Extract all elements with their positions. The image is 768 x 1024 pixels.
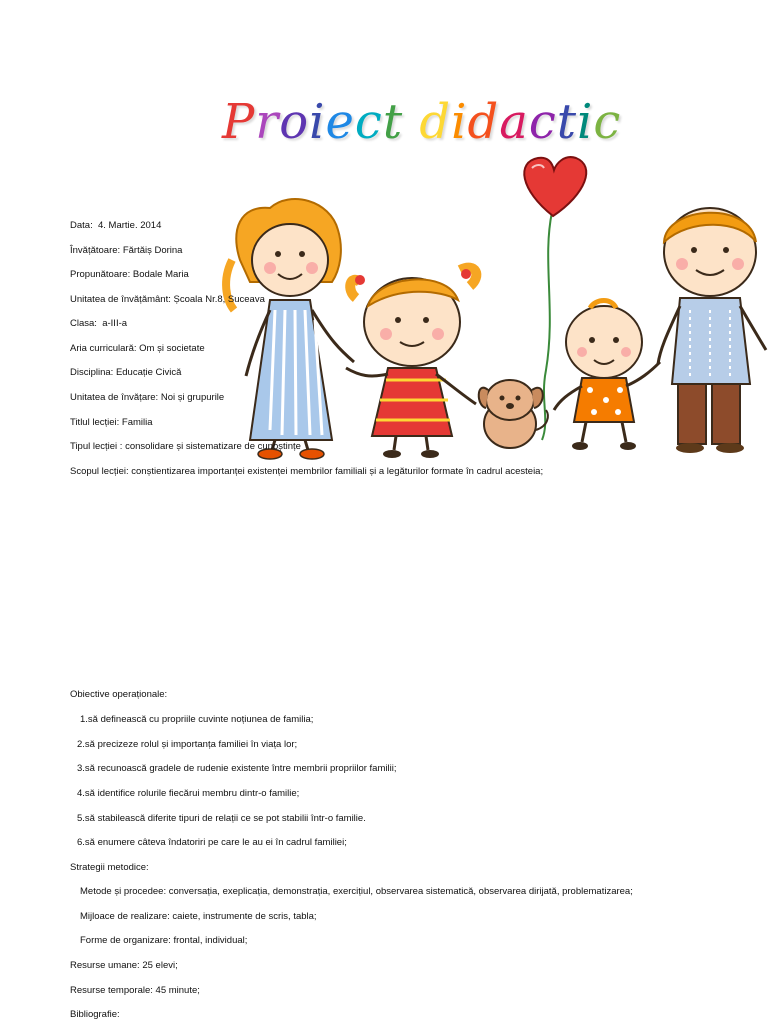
field-label: Clasa: [70, 318, 103, 329]
title-letter: t [382, 94, 404, 150]
title-letter: i [577, 94, 594, 150]
field-label: Aria curriculară: [70, 343, 140, 354]
field-value: a-III-a [102, 318, 128, 329]
resource-item: Bibliografie: [70, 1009, 120, 1020]
field-label: Unitatea de învățământ: [70, 294, 174, 305]
field-value: Fărtăiș Dorina [122, 245, 183, 256]
title-letter: t [556, 94, 578, 150]
field-label: Tipul lecției : [70, 441, 126, 452]
field-value: Noi și grupurile [160, 392, 225, 403]
father-figure [658, 208, 766, 453]
field-label: Propunătoare: [70, 269, 133, 280]
objective-item: 6.să enumere câteva îndatoriri pe care le au ei în cadrul familiei; [77, 837, 347, 848]
dog-figure [479, 380, 548, 448]
field-value: Educație Civică [115, 367, 182, 378]
title-letter: i [309, 94, 326, 150]
info-field [70, 245, 182, 257]
info-field [70, 466, 543, 478]
info-field [70, 367, 181, 379]
title-letter: c [593, 94, 622, 150]
field-value: Familia [121, 417, 153, 428]
resource-item: Resurse umane: 25 elevi; [70, 960, 178, 971]
field-value: conștientizarea importanței existenței membrilor familiali și a legăturilor formate în cadrul acesteia; [131, 466, 544, 477]
title-letter: e [325, 94, 355, 150]
objective-item: 2.să precizeze rolul și importanța familiei în viața lor; [77, 739, 298, 750]
title-letter: d [419, 94, 452, 150]
info-field [70, 392, 224, 404]
strategy-item: Metode și procedee: conversația, exeplicația, demonstrația, exercițiul, observarea sistematică, observarea dirijată, problematizarea; [80, 886, 633, 897]
info-field [70, 343, 205, 355]
info-field [70, 220, 161, 232]
field-label: Învățătoare: [70, 245, 123, 256]
page-title [222, 92, 621, 152]
info-field [70, 294, 265, 306]
field-value: 4. Martie. 2014 [98, 220, 162, 231]
info-field [70, 417, 153, 429]
resource-item: Resurse temporale: 45 minute; [70, 985, 200, 996]
title-letter: c [354, 94, 383, 150]
objective-item: 3.să recunoască gradele de rudenie existente între membrii propriilor familii; [77, 763, 397, 774]
field-label: Unitatea de învățare: [70, 392, 161, 403]
title-letter: c [528, 94, 557, 150]
info-field [70, 318, 127, 330]
objective-item: 4.să identifice rolurile fiecărui membru dintr-o familie; [77, 788, 300, 799]
toddler-figure [554, 301, 660, 451]
field-label: Titlul lecției: [70, 417, 122, 428]
field-label: Scopul lecției: [70, 466, 132, 477]
objective-item: 5.să stabilească diferite tipuri de relații ce se pot stabilii într-o familie. [77, 813, 366, 824]
girl-figure [346, 268, 476, 458]
field-value: Om și societate [139, 343, 205, 354]
title-letter: a [499, 94, 529, 150]
field-label: Data: [70, 220, 98, 231]
balloon-string [542, 212, 552, 440]
strategy-item: Forme de organizare: frontal, individual; [80, 935, 248, 946]
info-field [70, 441, 301, 453]
objective-item: 1.să definească cu propriile cuvinte noțiunea de familia; [80, 714, 314, 725]
strategy-item: Mijloace de realizare: caiete, instrumente de scris, tabla; [80, 911, 317, 922]
field-value: consolidare și sistematizare de cunoștințe [125, 441, 301, 452]
heart-balloon-icon [524, 157, 586, 216]
mother-figure [226, 199, 354, 459]
field-value: Bodale Maria [132, 269, 189, 280]
title-letter: d [467, 94, 500, 150]
title-letter: i [451, 94, 468, 150]
field-label: Disciplina: [70, 367, 116, 378]
field-value: Școala Nr.8, Suceava [173, 294, 265, 305]
info-field [70, 269, 189, 281]
title-letter: r [255, 94, 280, 150]
objectives-heading: Obiective operaționale: [70, 689, 168, 700]
title-letter: P [222, 94, 256, 150]
title-letter [403, 92, 419, 152]
title-letter: o [279, 94, 310, 150]
family-illustration [220, 150, 768, 470]
strategies-heading: Strategii metodice: [70, 862, 149, 873]
